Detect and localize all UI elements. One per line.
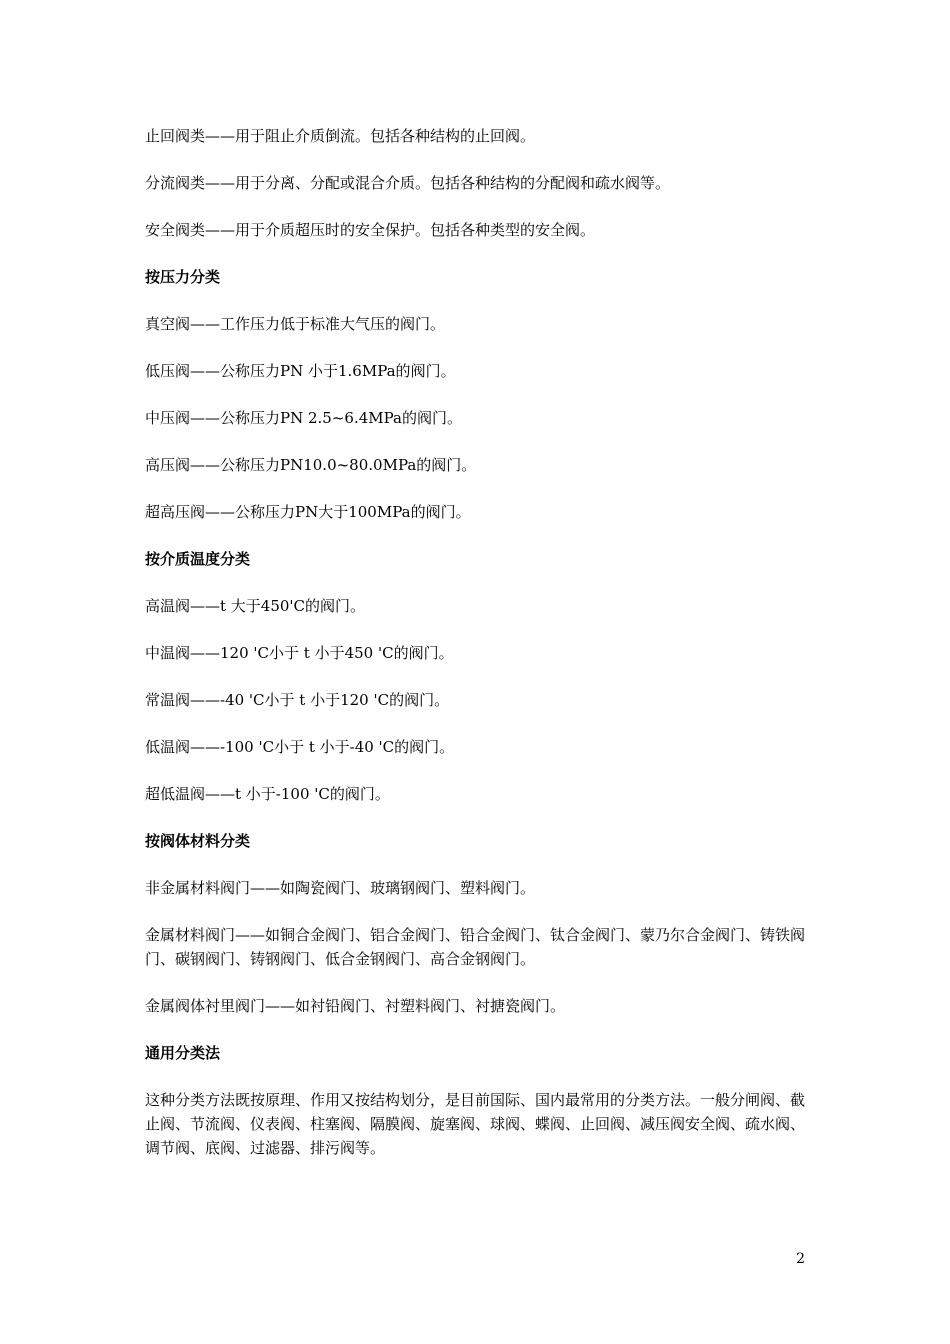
paragraph: 止回阀类——用于阻止介质倒流。包括各种结构的止回阀。 xyxy=(145,127,536,145)
section-heading: 按压力分类 xyxy=(145,268,221,286)
paragraph: 高压阀——公称压力PN10.0~80.0MPa的阀门。 xyxy=(145,456,477,474)
page-number: 2 xyxy=(796,1251,805,1267)
document-body xyxy=(145,124,810,1183)
section-heading: 按介质温度分类 xyxy=(145,550,251,568)
paragraph: 金属阀体衬里阀门——如衬铅阀门、衬塑料阀门、衬搪瓷阀门。 xyxy=(145,997,566,1015)
paragraph: 高温阀——t 大于450'C的阀门。 xyxy=(145,597,366,615)
paragraph: 非金属材料阀门——如陶瓷阀门、玻璃钢阀门、塑料阀门。 xyxy=(145,879,536,897)
paragraph: 真空阀——工作压力低于标准大气压的阀门。 xyxy=(145,315,446,333)
paragraph: 中压阀——公称压力PN 2.5~6.4MPa的阀门。 xyxy=(145,409,462,427)
paragraph: 安全阀类——用于介质超压时的安全保护。包括各种类型的安全阀。 xyxy=(145,221,596,239)
paragraph: 分流阀类——用于分离、分配或混合介质。包括各种结构的分配阀和疏水阀等。 xyxy=(145,174,671,192)
section-heading: 按阀体材料分类 xyxy=(145,832,251,850)
paragraph: 这种分类方法既按原理、作用又按结构划分，是目前国际、国内最常用的分类方法。一般分闸阀、截止阀、节流阀、仪表阀、柱塞阀、隔膜阀、旋塞阀、球阀、蝶阀、止回阀、减压阀安全阀、疏水阀、调节阀、底阀、过滤器、排污阀等。 xyxy=(145,1091,806,1157)
paragraph: 金属材料阀门——如铜合金阀门、铝合金阀门、铅合金阀门、钛合金阀门、蒙乃尔合金阀门、铸铁阀门、碳钢阀门、铸钢阀门、低合金钢阀门、高合金钢阀门。 xyxy=(145,926,806,968)
paragraph: 超高压阀——公称压力PN大于100MPa的阀门。 xyxy=(145,503,471,521)
section-heading: 通用分类法 xyxy=(145,1044,221,1062)
paragraph: 低温阀——-100 'C小于 t 小于-40 'C的阀门。 xyxy=(145,738,455,756)
paragraph: 超低温阀——t 小于-100 'C的阀门。 xyxy=(145,785,390,803)
paragraph: 低压阀——公称压力PN 小于1.6MPa的阀门。 xyxy=(145,362,456,380)
paragraph: 中温阀——120 'C小于 t 小于450 'C的阀门。 xyxy=(145,644,454,662)
paragraph: 常温阀——-40 'C小于 t 小于120 'C的阀门。 xyxy=(145,691,450,709)
